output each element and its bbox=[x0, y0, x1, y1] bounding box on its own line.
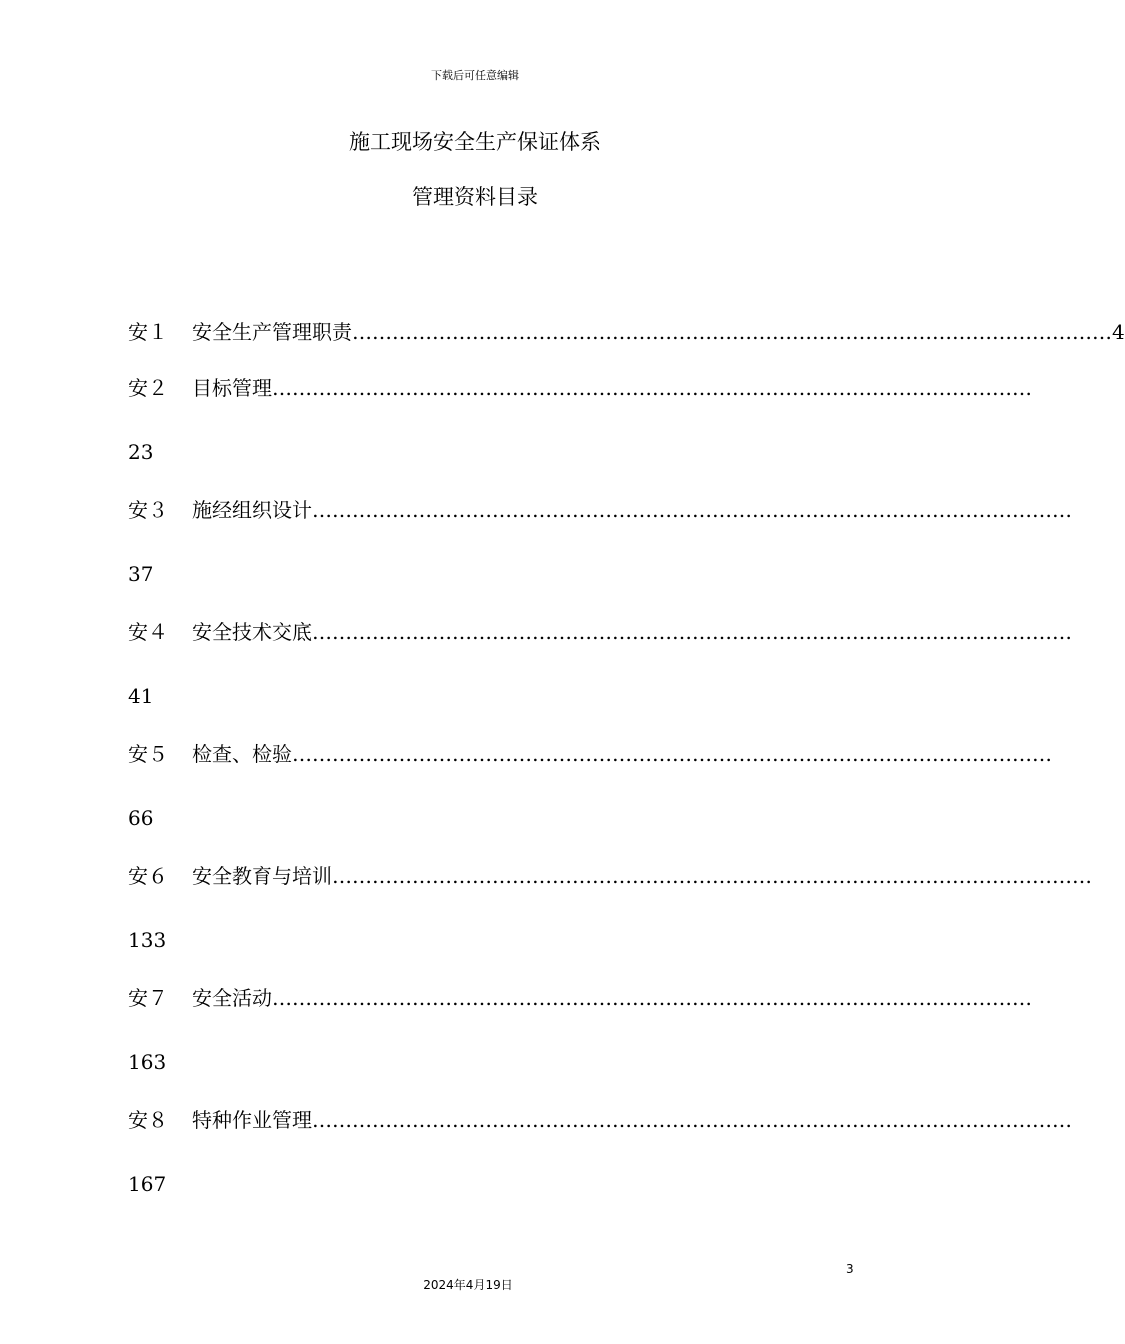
toc-title: 施经组织设计 bbox=[192, 498, 312, 522]
toc-leader: …………………………………………………………………………………………………… bbox=[292, 742, 1052, 766]
toc-page-number: 66 bbox=[128, 806, 154, 830]
toc-leader: …………………………………………………………………………………………………… bbox=[272, 986, 1032, 1010]
toc-code: 安１ bbox=[128, 320, 168, 344]
toc-page-number: 4 bbox=[1112, 320, 1125, 344]
toc-entry-2 bbox=[128, 372, 1032, 400]
toc-leader: …………………………………………………………………………………………………… bbox=[352, 320, 1112, 344]
toc-title: 安全生产管理职责 bbox=[192, 320, 352, 344]
toc-leader: …………………………………………………………………………………………………… bbox=[332, 864, 1092, 888]
toc-entry-5 bbox=[128, 738, 1052, 766]
toc-title: 特种作业管理 bbox=[192, 1108, 312, 1132]
toc-code: 安８ bbox=[128, 1108, 168, 1132]
toc-entry-1 bbox=[128, 316, 1125, 344]
footer-date: 2024年4月19日 bbox=[423, 1278, 513, 1292]
header-note: 下载后可任意编辑 bbox=[431, 69, 519, 82]
toc-title: 安全技术交底 bbox=[192, 620, 312, 644]
toc-leader: …………………………………………………………………………………………………… bbox=[312, 1108, 1072, 1132]
toc-page-number: 167 bbox=[128, 1172, 167, 1196]
toc-leader: …………………………………………………………………………………………………… bbox=[312, 620, 1072, 644]
toc-page-number: 133 bbox=[128, 928, 167, 952]
toc-entry-3 bbox=[128, 494, 1072, 522]
toc-page-number: 163 bbox=[128, 1050, 167, 1074]
toc-leader: …………………………………………………………………………………………………… bbox=[272, 376, 1032, 400]
document-title: 施工现场安全生产保证体系 bbox=[349, 130, 601, 154]
toc-entry-7 bbox=[128, 982, 1032, 1010]
toc-entry-6 bbox=[128, 860, 1092, 888]
toc-title: 安全教育与培训 bbox=[192, 864, 332, 888]
toc-code: 安２ bbox=[128, 376, 168, 400]
page-number: 3 bbox=[846, 1262, 854, 1276]
toc-code: 安３ bbox=[128, 498, 168, 522]
toc-title: 检查、检验 bbox=[192, 742, 292, 766]
toc-page-number: 23 bbox=[128, 440, 154, 464]
toc-code: 安４ bbox=[128, 620, 168, 644]
toc-code: 安６ bbox=[128, 864, 168, 888]
toc-code: 安７ bbox=[128, 986, 168, 1010]
toc-leader: …………………………………………………………………………………………………… bbox=[312, 498, 1072, 522]
toc-entry-8 bbox=[128, 1104, 1072, 1132]
toc-page-number: 41 bbox=[128, 684, 154, 708]
document-subtitle: 管理资料目录 bbox=[412, 185, 538, 209]
toc-title: 目标管理 bbox=[192, 376, 272, 400]
toc-page-number: 37 bbox=[128, 562, 154, 586]
toc-code: 安５ bbox=[128, 742, 168, 766]
toc-entry-4 bbox=[128, 616, 1072, 644]
toc-title: 安全活动 bbox=[192, 986, 272, 1010]
